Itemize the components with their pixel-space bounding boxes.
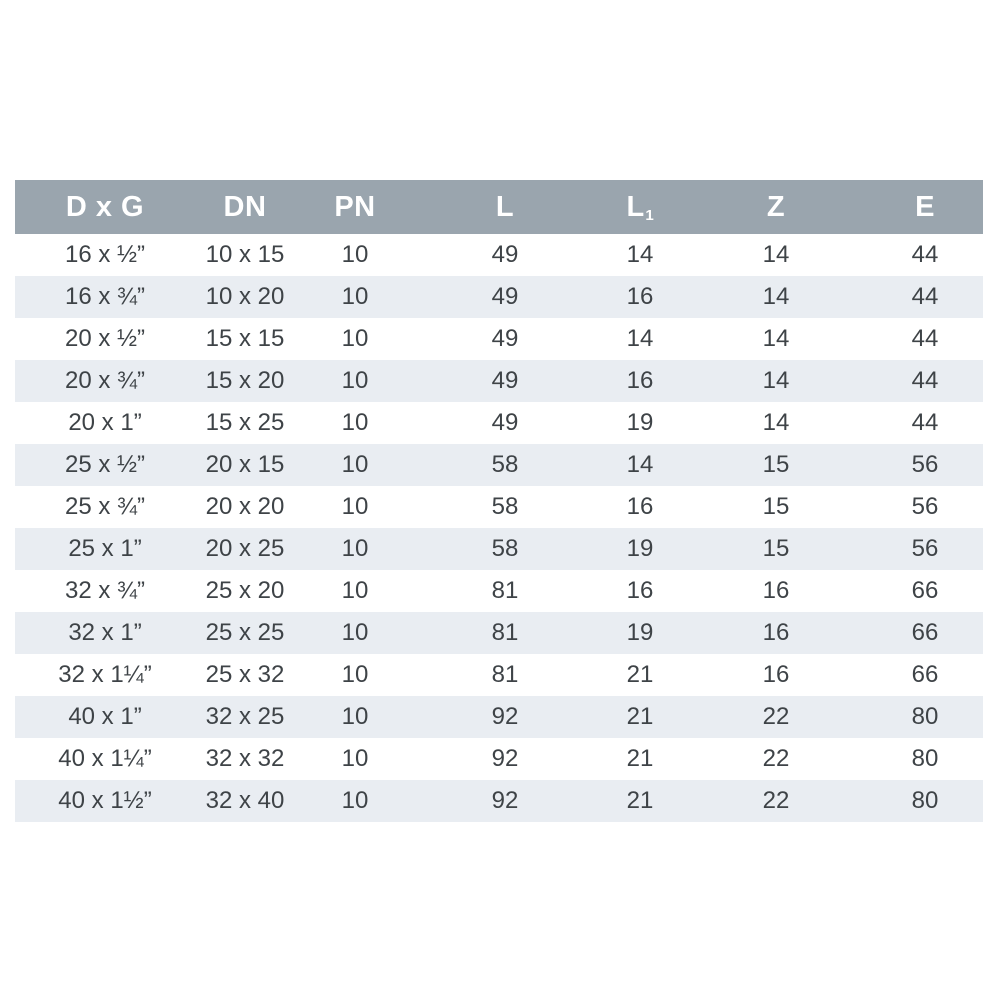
table-cell: 49 — [415, 402, 595, 444]
table-cell: 49 — [415, 276, 595, 318]
table-cell: 32 x 32 — [195, 738, 295, 780]
header-cell-e: E — [867, 180, 983, 234]
table-cell: 20 x ½” — [15, 318, 195, 360]
header-cell-l1: $L_1$ — [595, 180, 685, 234]
table-cell: 10 x 15 — [195, 234, 295, 276]
table-cell: 44 — [867, 234, 983, 276]
table-cell: 25 x 1” — [15, 528, 195, 570]
table-row — [15, 738, 983, 780]
table-cell: 49 — [415, 318, 595, 360]
table-cell: 10 — [295, 318, 415, 360]
table-row — [15, 654, 983, 696]
table-cell: 80 — [867, 780, 983, 822]
table-cell: 32 x 1” — [15, 612, 195, 654]
table-cell: 15 — [685, 486, 867, 528]
table-cell: 14 — [595, 444, 685, 486]
table-cell: 15 x 20 — [195, 360, 295, 402]
table-cell: 10 — [295, 360, 415, 402]
table-cell: 58 — [415, 528, 595, 570]
table-cell: 44 — [867, 360, 983, 402]
table-cell: 32 x 25 — [195, 696, 295, 738]
dimension-table-container — [15, 180, 983, 822]
table-cell: 81 — [415, 570, 595, 612]
table-cell: 10 — [295, 654, 415, 696]
table-cell: 10 — [295, 234, 415, 276]
table-cell: 19 — [595, 612, 685, 654]
table-cell: 10 — [295, 444, 415, 486]
table-row — [15, 402, 983, 444]
table-cell: 16 — [595, 360, 685, 402]
table-cell: 44 — [867, 318, 983, 360]
table-cell: 21 — [595, 738, 685, 780]
table-cell: 20 x 20 — [195, 486, 295, 528]
table-cell: 10 — [295, 780, 415, 822]
table-cell: 66 — [867, 612, 983, 654]
table-row — [15, 318, 983, 360]
table-cell: 21 — [595, 780, 685, 822]
table-cell: 56 — [867, 528, 983, 570]
table-cell: 15 x 25 — [195, 402, 295, 444]
table-cell: 22 — [685, 696, 867, 738]
table-cell: 16 — [685, 570, 867, 612]
table-cell: 22 — [685, 738, 867, 780]
table-cell: 10 — [295, 570, 415, 612]
table-row — [15, 486, 983, 528]
table-cell: 16 — [685, 654, 867, 696]
table-row — [15, 696, 983, 738]
table-cell: 56 — [867, 444, 983, 486]
table-cell: 25 x 20 — [195, 570, 295, 612]
table-row — [15, 276, 983, 318]
table-cell: 16 — [595, 486, 685, 528]
table-cell: 32 x ¾” — [15, 570, 195, 612]
table-cell: 14 — [685, 318, 867, 360]
table-cell: 21 — [595, 654, 685, 696]
table-cell: 10 x 20 — [195, 276, 295, 318]
table-cell: 16 — [595, 276, 685, 318]
table-row — [15, 360, 983, 402]
table-cell: 80 — [867, 696, 983, 738]
table-row — [15, 780, 983, 822]
table-cell: 66 — [867, 654, 983, 696]
table-cell: 25 x 32 — [195, 654, 295, 696]
table-cell: 25 x 25 — [195, 612, 295, 654]
table-cell: 66 — [867, 570, 983, 612]
table-cell: 49 — [415, 360, 595, 402]
table-cell: 19 — [595, 528, 685, 570]
table-header — [15, 180, 983, 234]
table-cell: 20 x 15 — [195, 444, 295, 486]
table-cell: 15 — [685, 444, 867, 486]
table-cell: 20 x ¾” — [15, 360, 195, 402]
table-row — [15, 528, 983, 570]
table-cell: 10 — [295, 402, 415, 444]
header-cell-dxg: D x G — [15, 180, 195, 234]
table-cell: 92 — [415, 696, 595, 738]
header-row — [15, 180, 983, 234]
table-cell: 81 — [415, 612, 595, 654]
table-cell: 58 — [415, 486, 595, 528]
table-cell: 44 — [867, 276, 983, 318]
header-cell-z: Z — [685, 180, 867, 234]
table-cell: 16 x ½” — [15, 234, 195, 276]
table-cell: 40 x 1¼” — [15, 738, 195, 780]
table-cell: 40 x 1½” — [15, 780, 195, 822]
table-cell: 81 — [415, 654, 595, 696]
table-cell: 14 — [685, 402, 867, 444]
header-cell-l: L — [415, 180, 595, 234]
table-cell: 44 — [867, 402, 983, 444]
table-cell: 25 x ¾” — [15, 486, 195, 528]
table-cell: 21 — [595, 696, 685, 738]
table-row — [15, 234, 983, 276]
table-cell: 14 — [595, 318, 685, 360]
header-cell-pn: PN — [295, 180, 415, 234]
table-cell: 10 — [295, 276, 415, 318]
table-cell: 14 — [685, 276, 867, 318]
table-cell: 16 — [595, 570, 685, 612]
table-cell: 20 x 25 — [195, 528, 295, 570]
table-cell: 32 x 40 — [195, 780, 295, 822]
table-cell: 14 — [685, 360, 867, 402]
table-cell: 80 — [867, 738, 983, 780]
table-cell: 10 — [295, 612, 415, 654]
table-cell: 20 x 1” — [15, 402, 195, 444]
table-cell: 10 — [295, 738, 415, 780]
header-cell-dn: DN — [195, 180, 295, 234]
table-cell: 40 x 1” — [15, 696, 195, 738]
table-cell: 58 — [415, 444, 595, 486]
table-cell: 19 — [595, 402, 685, 444]
table-row — [15, 612, 983, 654]
table-cell: 92 — [415, 780, 595, 822]
spec-table — [15, 180, 983, 822]
table-cell: 15 — [685, 528, 867, 570]
table-cell: 14 — [595, 234, 685, 276]
table-cell: 16 x ¾” — [15, 276, 195, 318]
table-row — [15, 570, 983, 612]
table-cell: 25 x ½” — [15, 444, 195, 486]
table-cell: 49 — [415, 234, 595, 276]
table-row — [15, 444, 983, 486]
table-cell: 92 — [415, 738, 595, 780]
table-cell: 22 — [685, 780, 867, 822]
table-cell: 16 — [685, 612, 867, 654]
table-cell: 10 — [295, 696, 415, 738]
table-cell: 15 x 15 — [195, 318, 295, 360]
table-cell: 56 — [867, 486, 983, 528]
table-cell: 10 — [295, 528, 415, 570]
table-cell: 14 — [685, 234, 867, 276]
table-cell: 10 — [295, 486, 415, 528]
table-cell: 32 x 1¼” — [15, 654, 195, 696]
table-body — [15, 234, 983, 822]
